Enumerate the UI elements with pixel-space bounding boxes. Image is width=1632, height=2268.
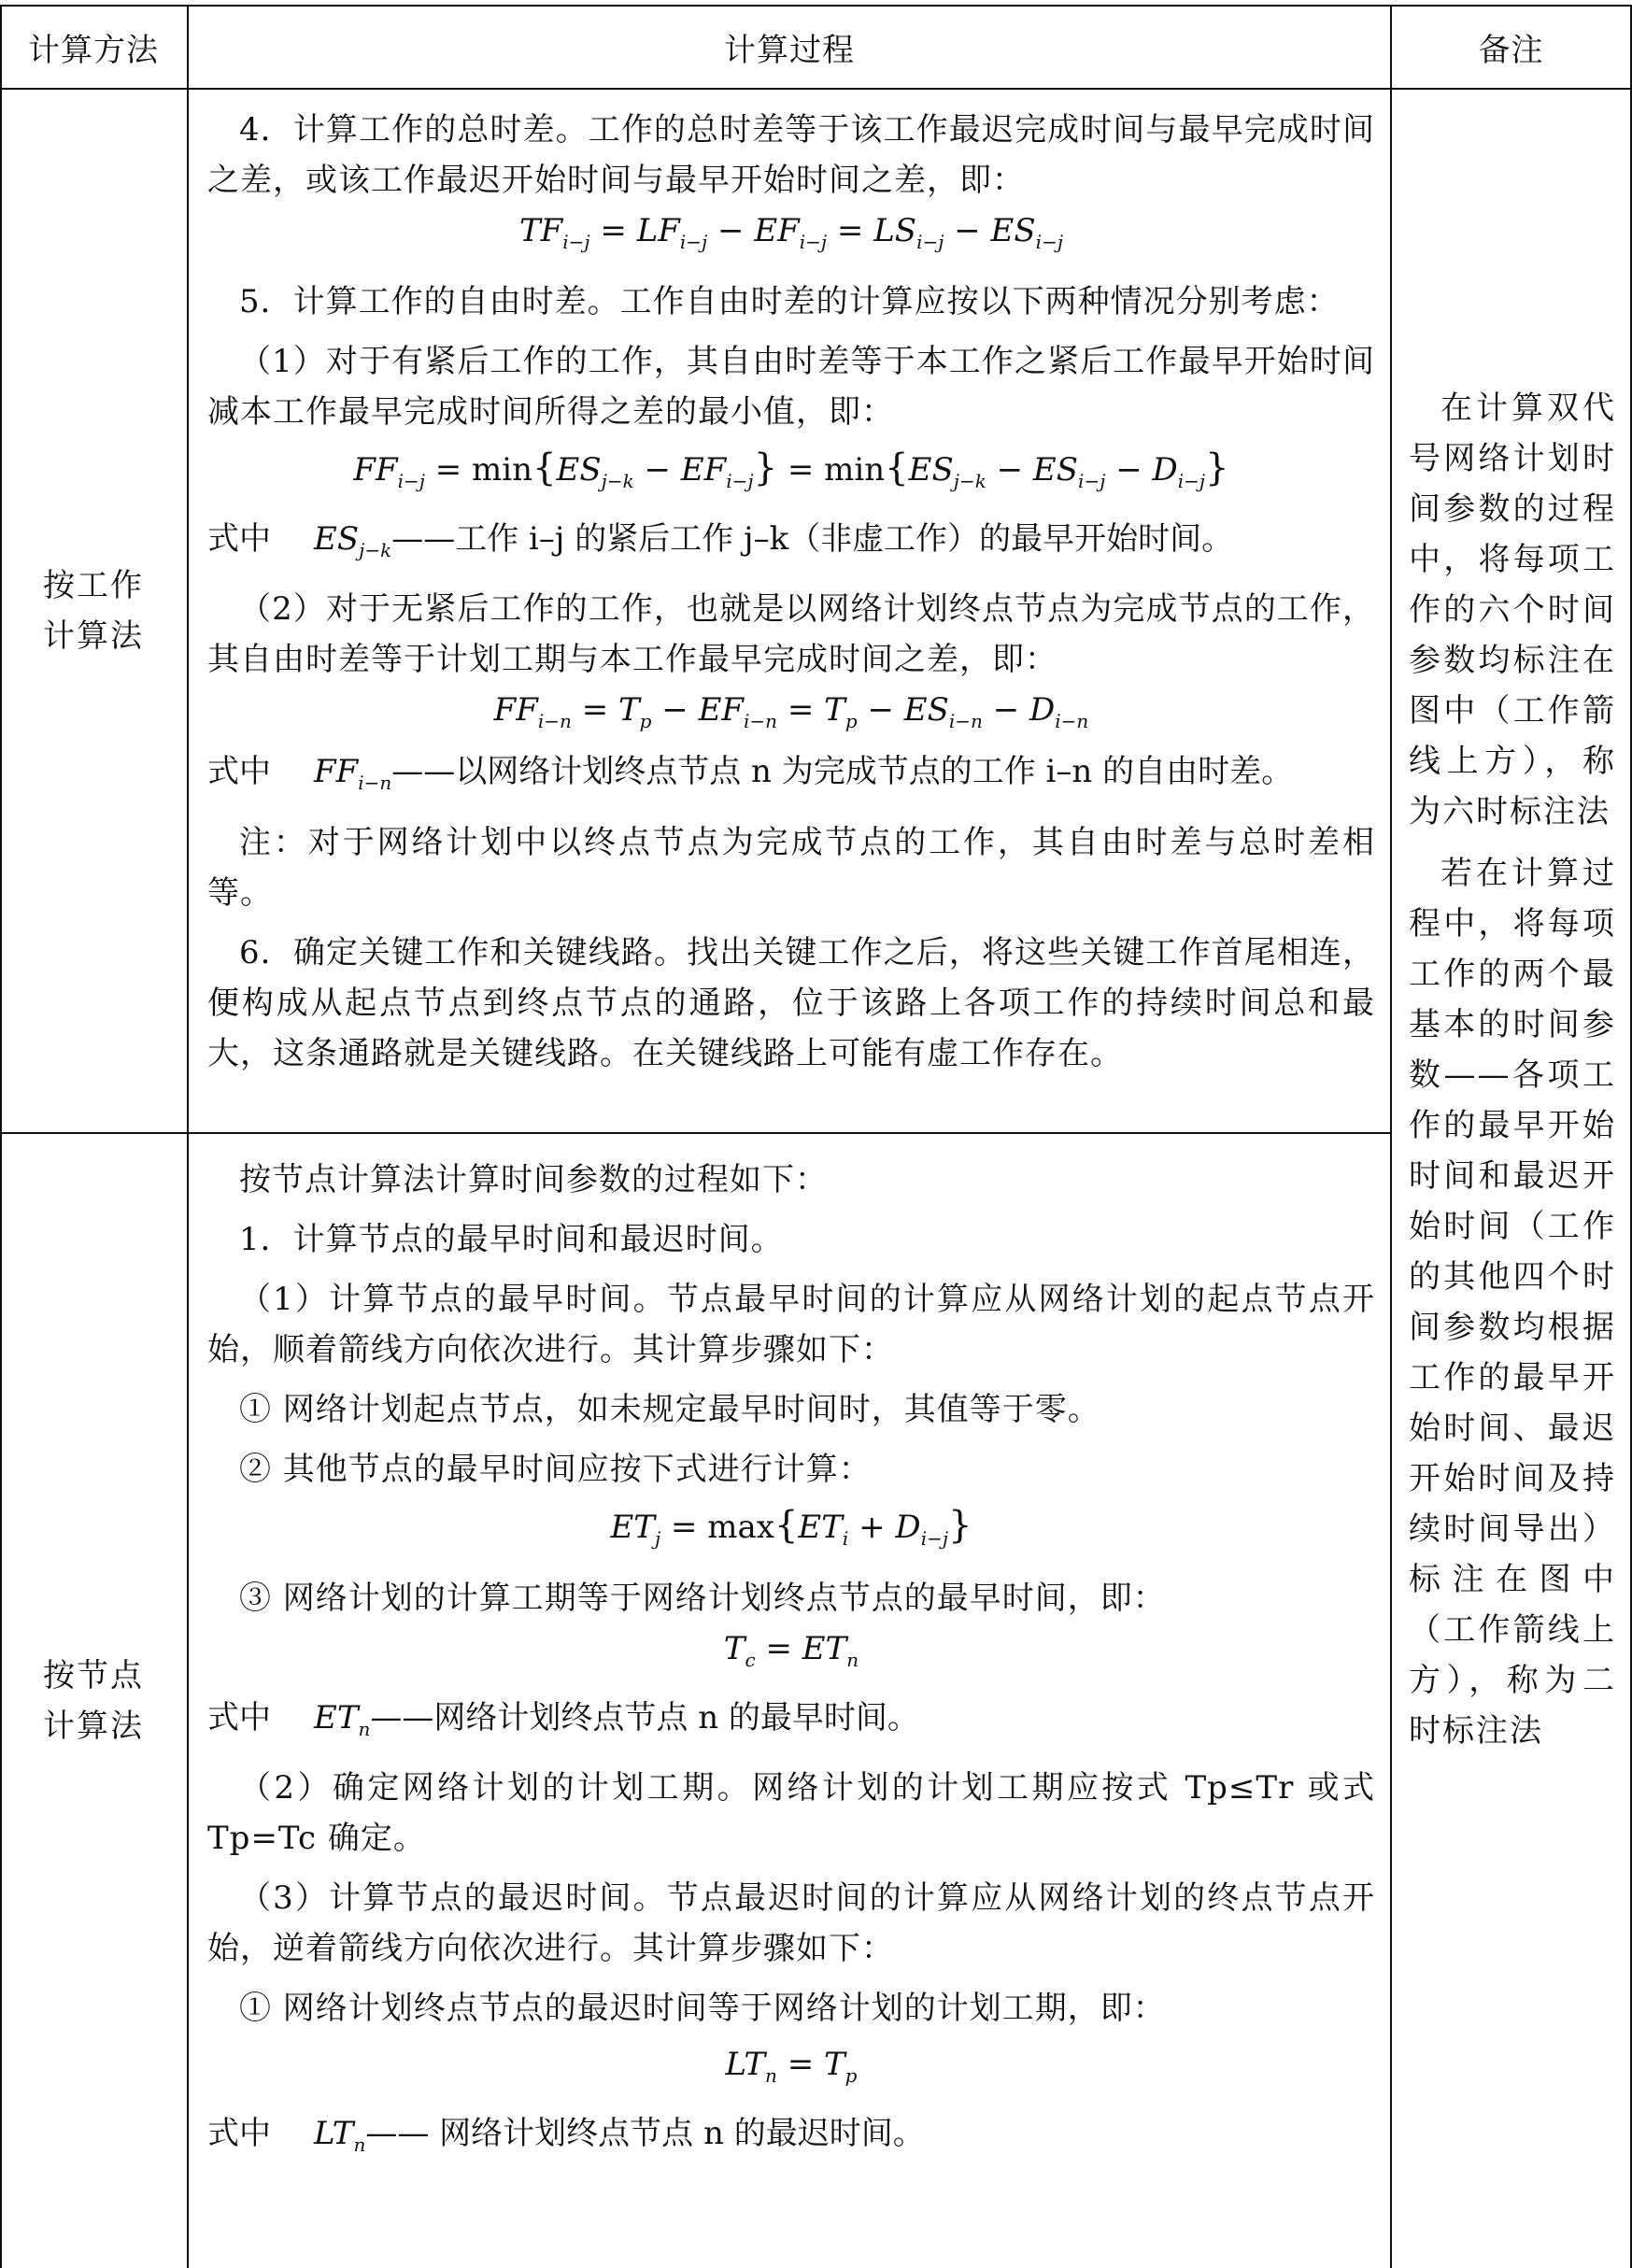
node-step-1-1: （1）计算节点的最早时间。节点最早时间的计算应从网络计划的起点节点开始，顺着箭线方向依次进行。其计算步骤如下： [207, 1281, 1375, 1368]
header-bottom-border [0, 88, 1632, 90]
where-clause-3: 式中 $ET_n——$网络计划终点节点 n 的最早时间。 [207, 1698, 919, 1740]
where-clause-2: 式中 $FF_{i-n}——$以网络计划终点节点 n 为完成节点的工作 i–n 的自由时差。 [207, 753, 1294, 794]
step-4-text: 4．计算工作的总时差。工作的总时差等于该工作最迟完成时间与最早完成时间之差，或该工作最迟开始时间与最早开始时间之差，即： [207, 111, 1375, 199]
row-divider [0, 1132, 1392, 1134]
node-process [207, 1155, 1375, 2170]
column-divider-1 [187, 5, 189, 2268]
formula-free-float: $FF_{i-j} = \min\{ES_{j-k} - EF_{i-j}\} = \min\{ES_{j-k} - ES_{i-j} - D_{i-j}\}$ [353, 446, 1229, 492]
step-5-1-text: （1）对于有紧后工作的工作，其自由时差等于本工作之紧后工作最早开始时间减本工作最早完成时间所得之差的最小值，即： [207, 342, 1375, 431]
header-remarks: 备注 [1478, 32, 1544, 69]
where-clause-4: 式中 $LT_n——$ 网络计划终点节点 n 的最迟时间。 [207, 2115, 925, 2156]
step-5-2-text: （2）对于无紧后工作的工作，也就是以网络计划终点节点为完成节点的工作，其自由时差等于计划工期与本工作最早完成时间之差，即： [207, 590, 1375, 679]
remark-two-time: 若在计算过程中，将每项工作的两个最基本的时间参数——各项工作的最早开始时间和最迟开始时间（工作的其他四个时间参数均根据工作的最早开始时间、最迟开始时间及持续时间导出）标注在图中（工作箭线上方），称为二时标注法 [1409, 855, 1616, 1750]
header-method: 计算方法 [28, 32, 159, 69]
activity-process [207, 105, 1375, 1079]
method-node: 按节点计算法 [43, 1657, 144, 1745]
node-step-1-3: （3）计算节点的最迟时间。节点最迟时间的计算应从网络计划的终点节点开始，逆着箭线方向依次进行。其计算步骤如下： [207, 1879, 1375, 1968]
where-clause-1: 式中 $ES_{j-k}——$工作 i–j 的紧后工作 j–k（非虚工作）的最早开始时间。 [207, 519, 1234, 561]
remarks-cell [1409, 383, 1616, 1756]
formula-free-float-end: $FF_{i-n} = T_p - EF_{i-n} = T_p - ES_{i-n} - D_{i-n}$ [493, 691, 1089, 733]
node-circle-3: ③ 网络计划的计算工期等于网络计划终点节点的最早时间，即： [239, 1579, 1166, 1617]
formula-earliest-time: $ET_j = \max\{ET_i + D_{i-j}\}$ [610, 1504, 972, 1550]
node-intro: 按节点计算法计算时间参数的过程如下： [239, 1161, 828, 1198]
node-circle-1: ① 网络计划起点节点，如未规定最早时间时，其值等于零。 [239, 1391, 1100, 1428]
note-text: 注：对于网络计划中以终点节点为完成节点的工作，其自由时差与总时差相等。 [207, 823, 1375, 912]
formula-total-float: $TF_{i-j} = LF_{i-j} - EF_{i-j} = LS_{i-j} - ES_{i-j}$ [518, 212, 1064, 253]
step-5-text: 5．计算工作的自由时差。工作自由时差的计算应按以下两种情况分别考虑： [239, 282, 1340, 320]
column-divider-2 [1390, 5, 1392, 2268]
header-process: 计算过程 [724, 32, 855, 69]
formula-latest-time: $LT_n = T_p$ [725, 2046, 858, 2088]
method-activity: 按工作计算法 [43, 567, 144, 655]
node-step-1: 1．计算节点的最早时间和最迟时间。 [239, 1221, 784, 1258]
node-circle-4: ① 网络计划终点节点的最迟时间等于网络计划的计划工期，即： [239, 1990, 1166, 2028]
formula-calc-duration: $T_c = ET_n$ [723, 1629, 859, 1671]
node-step-1-2: （2）确定网络计划的计划工期。网络计划的计划工期应按式 Tp≤Tr 或式 Tp=Tc 确定。 [207, 1769, 1375, 1858]
remark-six-time: 在计算双代号网络计划时间参数的过程中，将每项工作的六个时间参数均标注在图中（工作箭线上方），称为六时标注法 [1409, 390, 1616, 830]
node-circle-2: ② 其他节点的最早时间应按下式进行计算： [239, 1451, 872, 1488]
step-6-text: 6．确定关键工作和关键线路。找出关键工作之后，将这些关键工作首尾相连，便构成从起点节点到终点节点的通路，位于该路上各项工作的持续时间总和最大，这条通路就是关键线路。在关键线路上可能有虚工作存在。 [207, 933, 1375, 1072]
table-left-border [0, 5, 2, 2268]
